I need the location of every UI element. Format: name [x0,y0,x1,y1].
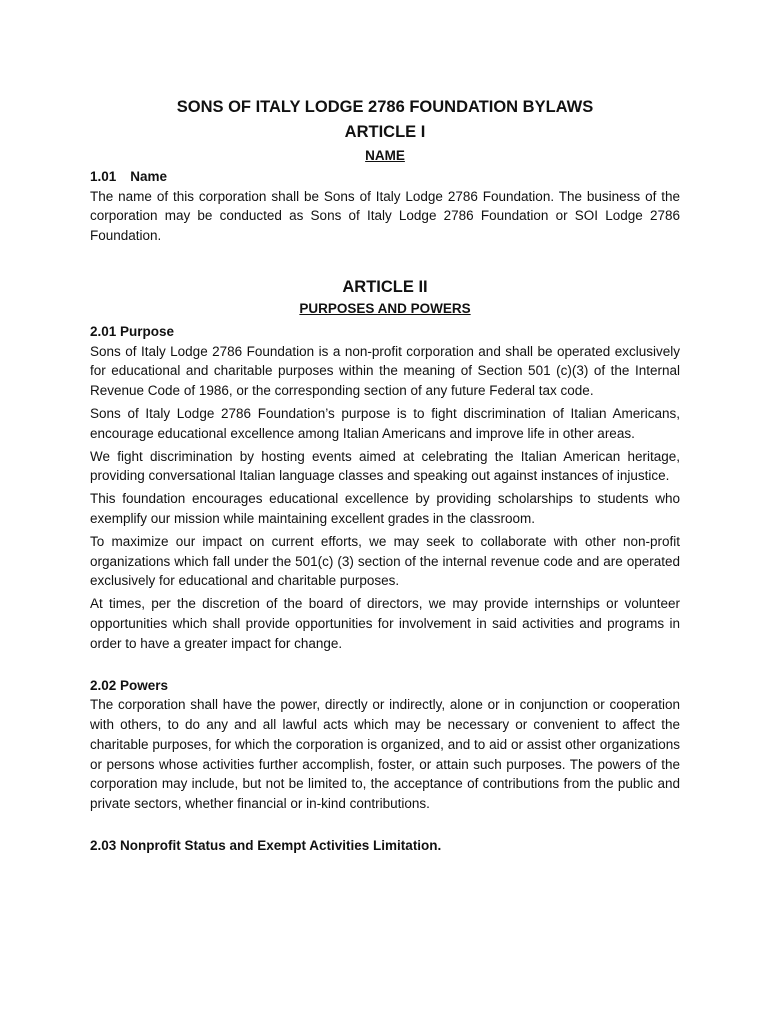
purpose-paragraph-5: To maximize our impact on current efforts, we may seek to collaborate with other non-profit organizations which fall under the 501(c) (3) section of the internal revenue code and are operated exclusively for educational and charitable purposes. [90,533,680,589]
section-1-01-title: Name [130,169,168,184]
purpose-paragraph-4: This foundation encourages educational excellence by providing scholarships to students who exemplify our mission while maintaining excellent grades in the classroom. [90,491,680,526]
section-2-02-text: The corporation shall have the power, directly or indirectly, alone or in conjunction or cooperation with others, to do any and all lawful acts which may be necessary or convenient to affect the charitable purposes, for which the corporation is organized, and to aid or assist other organizations or persons whose activities further accomplish, foster, or attain such purposes. The powers of the corporation may include, but not be limited to, the acceptance of contributions from the public and private sectors, whether financial or in-kind contributions. [90,697,680,812]
purpose-paragraph-3: We fight discrimination by hosting events aimed at celebrating the Italian American heritage, providing conversational Italian language classes and speaking out against instances of injustice. [90,448,680,484]
purpose-paragraph-1: Sons of Italy Lodge 2786 Foundation is a non-profit corporation and shall be operated exclusively for educational and charitable purposes within the meaning of Section 501 (c)(3) of the Internal Revenue Code of 1986, or the corresponding section of any future Federal tax code. [90,343,680,399]
article-2-heading: ARTICLE II [342,277,428,296]
section-1-01-number: 1.01 [90,169,117,184]
document-title: SONS OF ITALY LODGE 2786 FOUNDATION BYLAWS [176,98,594,116]
section-1-01-text: The name of this corporation shall be Sons of Italy Lodge 2786 Foundation. The business of the corporation may be conducted as Sons of Italy Lodge 2786 Foundation or SOI Lodge 2786 Foundation. [90,188,680,244]
section-2-02-heading: 2.02 Powers [90,677,169,693]
article-1-heading: ARTICLE I [344,123,426,141]
section-1-01-heading [90,167,680,187]
purpose-paragraph-2: Sons of Italy Lodge 2786 Foundation’s purpose is to fight discrimination of Italian Americans, encourage educational excellence among Italian Americans and improve life in other areas. [90,405,680,441]
section-2-03-heading: 2.03 Nonprofit Status and Exempt Activities Limitation. [90,837,442,853]
purpose-paragraph-6: At times, per the discretion of the board of directors, we may provide internships or volunteer opportunities which shall provide opportunities for involvement in said activities and programs in order to have a greater impact for change. [90,596,680,651]
article-1-subheading: NAME [365,148,405,163]
section-2-01-heading: 2.01 Purpose [90,323,175,339]
document-page [90,96,680,856]
article-2-subheading: PURPOSES AND POWERS [299,300,471,316]
